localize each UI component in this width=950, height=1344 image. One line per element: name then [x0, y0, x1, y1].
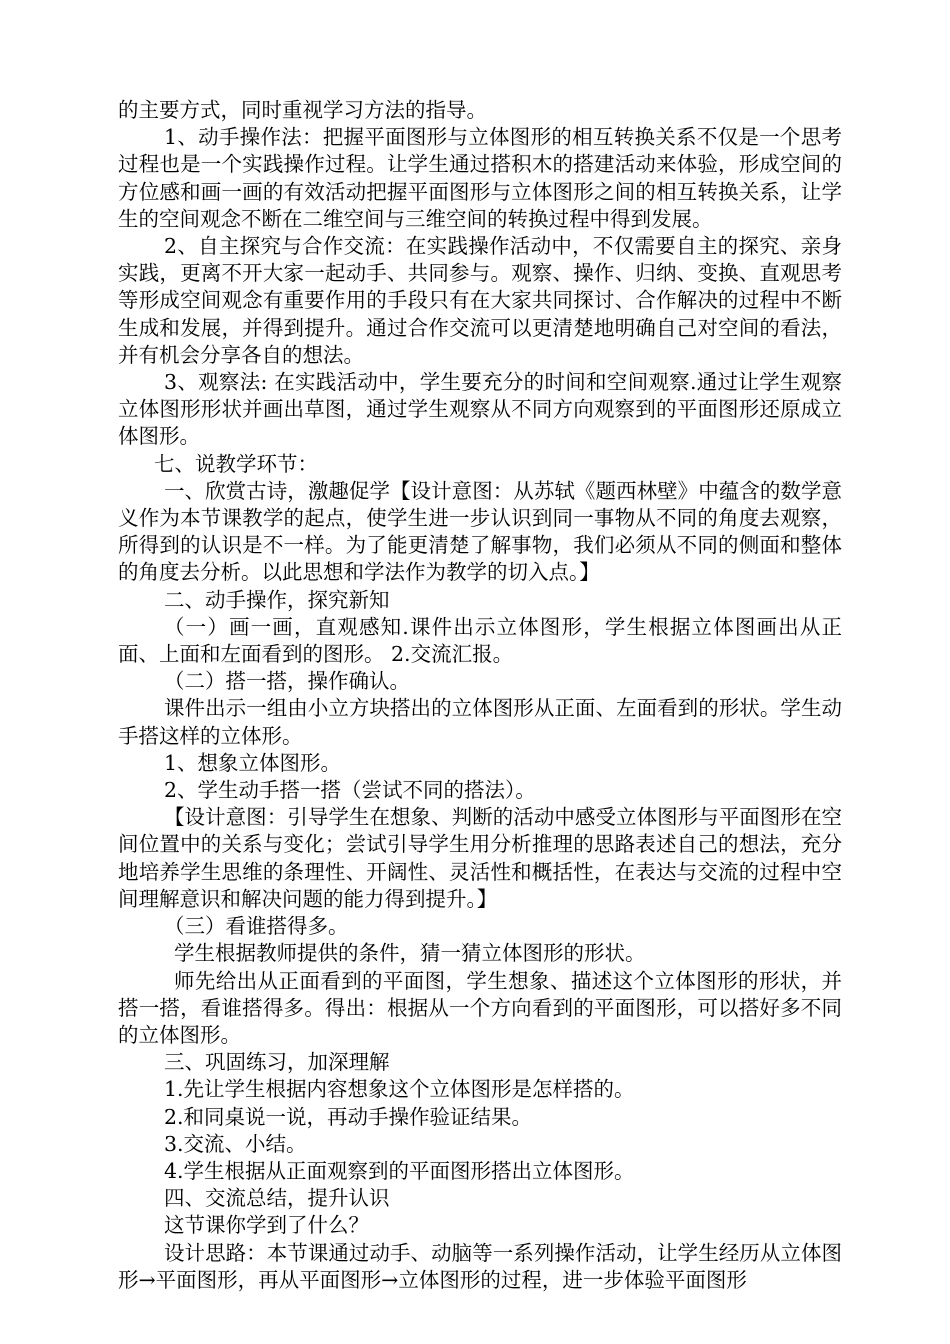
- subsection-heading: 四、交流总结，提升认识: [164, 1186, 390, 1211]
- list-item: 4.学生根据从正面观察到的平面图形搭出立体图形。: [164, 1158, 635, 1183]
- paragraph: 1、动手操作法：把握平面图形与立体图形的相互转换关系不仅是一个思考过程也是一个实践操作过程。让学生通过搭积木的搭建活动来体验，形成空间的方位感和画一画的有效活动把握平面图形与立体图形之间的相互转换关系，让学生的空间观念不断在二维空间与三维空间的转换过程中得到发展。: [118, 125, 842, 231]
- paragraph: 一、欣赏古诗，激趣促学【设计意图：从苏轼《题西林壁》中蕴含的数学意义作为本节课教学的起点，使学生进一步认识到同一事物从不同的角度去观察，所得到的认识是不一样。为了能更清楚了解事物，我们必须从不同的侧面和整体的角度去分析。以此思想和学法作为教学的切入点。】: [118, 478, 842, 585]
- paragraph: 学生根据教师提供的条件，猜一猜立体图形的形状。: [174, 941, 646, 966]
- paragraph: 2、自主探究与合作交流：在实践操作活动中，不仅需要自主的探究、亲身实践，更离不开大家一起动手、共同参与。观察、操作、归纳、变换、直观思考等形成空间观念有重要作用的手段只有在大家共同探讨、合作解决的过程中不断生成和发展，并得到提升。通过合作交流可以更清楚地明确自己对空间的看法，并有机会分享各自的想法。: [118, 234, 842, 367]
- paragraph: 3、观察法: 在实践活动中，学生要充分的时间和空间观察.通过让学生观察立体图形形状并画出草图，通过学生观察从不同方向观察到的平面图形还原成立体图形。: [118, 370, 842, 449]
- paragraph: 这节课你学到了什么？: [164, 1213, 369, 1238]
- section-heading: 七、说教学环节：: [154, 451, 318, 476]
- paragraph: （二）搭一搭，操作确认。: [164, 669, 410, 694]
- paragraph: 【设计意图：引导学生在想象、判断的活动中感受立体图形与平面图形在空间位置中的关系与变化；尝试引导学生用分析推理的思路表述自己的想法，充分地培养学生思维的条理性、开阔性、灵活性和概括性，在表达与交流的过程中空间理解意识和解决问题的能力得到提升。】: [118, 805, 842, 911]
- document-page: [118, 97, 842, 1294]
- paragraph: 设计思路：本节课通过动手、动脑等一系列操作活动，让学生经历从立体图形→平面图形，再从平面图形→立体图形的过程，进一步体验平面图形: [118, 1240, 842, 1292]
- list-item: 1.先让学生根据内容想象这个立体图形是怎样搭的。: [164, 1077, 635, 1102]
- paragraph: （一）画一画，直观感知.课件出示立体图形，学生根据立体图画出从正面、上面和左面看到的图形。 2.交流汇报。: [118, 614, 842, 667]
- paragraph: 2、学生动手搭一搭（尝试不同的搭法）。: [164, 778, 536, 803]
- subsection-heading: 二、动手操作，探究新知: [164, 587, 390, 612]
- paragraph: 课件出示一组由小立方块搭出的立体图形从正面、左面看到的形状。学生动手搭这样的立体形。: [118, 696, 842, 748]
- paragraph: 的主要方式，同时重视学习方法的指导。: [118, 98, 487, 122]
- subsection-heading: 三、巩固练习，加深理解: [164, 1050, 390, 1075]
- list-item: 2.和同桌说一说，再动手操作验证结果。: [164, 1104, 533, 1129]
- list-item: 3.交流、小结。: [164, 1131, 307, 1156]
- paragraph: 师先给出从正面看到的平面图，学生想象、描述这个立体图形的形状，并搭一搭，看谁搭得多。得出：根据从一个方向看到的平面图形，可以搭好多不同的立体图形。: [118, 968, 842, 1047]
- paragraph: （三）看谁搭得多。: [164, 914, 349, 939]
- paragraph: 1、想象立体图形。: [164, 750, 342, 775]
